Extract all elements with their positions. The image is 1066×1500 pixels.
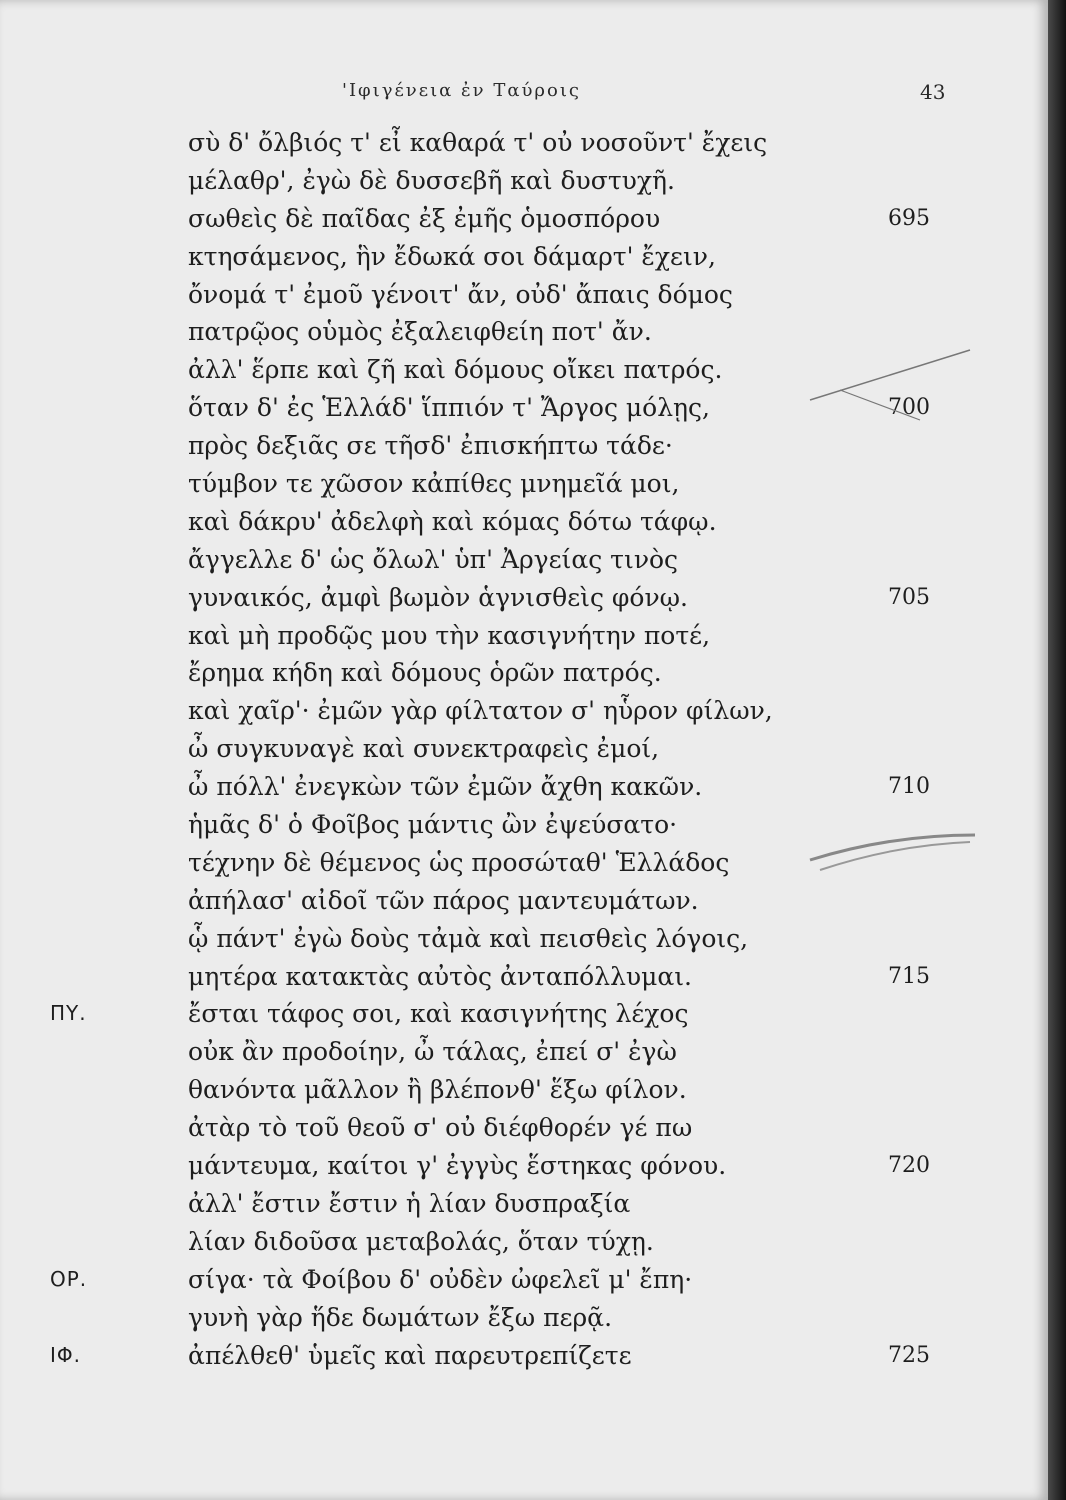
speaker-label: ΙΦ. [50,1342,81,1367]
page-edge [1048,0,1066,1500]
line-number: 700 [888,395,930,421]
verse-text: κτησάμενος, ἣν ἔδωκά σοι δάμαρτ' ἔχειν, [188,241,716,271]
line-number: 695 [888,205,930,231]
verse-text: καὶ χαῖρ'· ἐμῶν γὰρ φίλτατον σ' ηὗρον φίλων, [188,696,773,726]
verse-text: τύμβον τε χῶσον κἀπίθες μνημεῖά μοι, [188,469,680,499]
verse-line [0,1071,1048,1109]
page-number: 43 [920,80,946,104]
verse-text: καὶ δάκρυ' ἀδελφὴ καὶ κόμας δότω τάφῳ. [188,506,717,536]
line-number: 720 [888,1153,930,1179]
verse-line [0,1223,1048,1261]
verse-text: καὶ μὴ προδῷς μου τὴν κασιγνήτην ποτέ, [188,620,711,650]
verse-text: σίγα· τὰ Φοίβου δ' οὐδὲν ὠφελεῖ μ' ἔπη· [188,1264,693,1294]
verse-text: ἀπέλθεθ' ὑμεῖς καὶ παρευτρεπίζετε [188,1340,632,1370]
verse-line [0,541,1048,579]
verse-text: τέχνην δὲ θέμενος ὡς προσώταθ' Ἑλλάδος [188,847,730,877]
verse-line [0,958,1048,996]
verse-line [0,313,1048,351]
verse-line [0,465,1048,503]
verse-line [0,1185,1048,1223]
verse-line [0,692,1048,730]
verse-line [0,162,1048,200]
verse-text: ἡμᾶς δ' ὁ Φοῖβος μάντις ὢν ἐψεύσατο· [188,810,678,840]
verse-text: πρὸς δεξιᾶς σε τῆσδ' ἐπισκήπτω τάδε· [188,431,673,461]
verse-line [0,995,1048,1033]
verse-text: ὄνομά τ' ἐμοῦ γένοιτ' ἄν, οὐδ' ἄπαις δόμος [188,279,733,309]
verse-block [0,124,1048,1374]
verse-line [0,920,1048,958]
verse-text: ἔσται τάφος σοι, καὶ κασιγνήτης λέχος [188,999,689,1029]
verse-line [0,238,1048,276]
verse-text: μάντευμα, καίτοι γ' ἐγγὺς ἕστηκας φόνου. [188,1151,727,1181]
verse-text: ἄγγελλε δ' ὡς ὄλωλ' ὑπ' Ἀργείας τινὸς [188,544,679,574]
verse-text: ὦ συγκυναγὲ καὶ συνεκτραφεὶς ἐμοί, [188,734,660,764]
verse-line [0,1337,1048,1375]
line-number: 705 [888,584,930,610]
verse-line [0,503,1048,541]
verse-text: μέλαθρ', ἐγὼ δὲ δυσσεβῆ καὶ δυστυχῆ. [188,165,675,195]
verse-text: σὺ δ' ὄλβιός τ' εἶ καθαρά τ' οὐ νοσοῦντ' ἔχεις [188,128,768,157]
verse-line [0,806,1048,844]
verse-text: γυνὴ γὰρ ἥδε δωμάτων ἔξω περᾷ. [188,1302,613,1332]
verse-text: ἀλλ' ἔστιν ἔστιν ἡ λίαν δυσπραξία [188,1188,631,1218]
verse-line [0,768,1048,806]
verse-text: ὦ πόλλ' ἐνεγκὼν τῶν ἐμῶν ἄχθη κακῶν. [188,772,703,802]
verse-text: ὅταν δ' ἐς Ἑλλάδ' ἵππιόν τ' Ἄργος μόλῃς, [188,393,710,423]
verse-line [0,124,1048,162]
line-number: 715 [888,963,930,989]
verse-line [0,617,1048,655]
verse-line [0,579,1048,617]
verse-line [0,844,1048,882]
speaker-label: ΠΥ. [50,1001,87,1026]
verse-text: ἀλλ' ἕρπε καὶ ζῆ καὶ δόμους οἴκει πατρός. [188,355,723,385]
running-title: 'Ιφιγένεια ἐν Ταύροις [342,80,581,101]
verse-line [0,1261,1048,1299]
verse-text: ἀτὰρ τὸ τοῦ θεοῦ σ' οὐ διέφθορέν γέ πω [188,1113,693,1143]
verse-text: οὐκ ἂν προδοίην, ὦ τάλας, ἐπεί σ' ἐγὼ [188,1037,677,1067]
verse-line [0,730,1048,768]
verse-line [0,1299,1048,1337]
verse-line [0,200,1048,238]
verse-line [0,882,1048,920]
verse-text: ἔρημα κήδη καὶ δόμους ὁρῶν πατρός. [188,658,662,688]
line-number: 725 [888,1342,930,1368]
verse-text: γυναικός, ἀμφὶ βωμὸν ἁγνισθεὶς φόνῳ. [188,582,688,612]
verse-line [0,1147,1048,1185]
verse-text: πατρῷος οὑμὸς ἐξαλειφθείη ποτ' ἄν. [188,317,652,347]
verse-line [0,427,1048,465]
verse-text: ᾧ πάντ' ἐγὼ δοὺς τἀμὰ καὶ πεισθεὶς λόγοις, [188,923,749,953]
speaker-label: ΟΡ. [50,1266,88,1291]
verse-line [0,389,1048,427]
verse-line [0,1109,1048,1147]
verse-text: λίαν διδοῦσα μεταβολάς, ὅταν τύχῃ. [188,1226,654,1256]
verse-line [0,276,1048,314]
verse-text: σωθεὶς δὲ παῖδας ἐξ ἐμῆς ὁμοσπόρου [188,203,661,233]
verse-text: ἀπήλασ' αἰδοῖ τῶν πάρος μαντευμάτων. [188,885,699,915]
verse-line [0,654,1048,692]
page-header [0,80,1048,104]
verse-text: θανόντα μᾶλλον ἢ βλέπονθ' ἕξω φίλον. [188,1075,687,1105]
verse-text: μητέρα κατακτὰς αὐτὸς ἀνταπόλλυμαι. [188,961,692,991]
line-number: 710 [888,774,930,800]
verse-line [0,351,1048,389]
verse-line [0,1033,1048,1071]
